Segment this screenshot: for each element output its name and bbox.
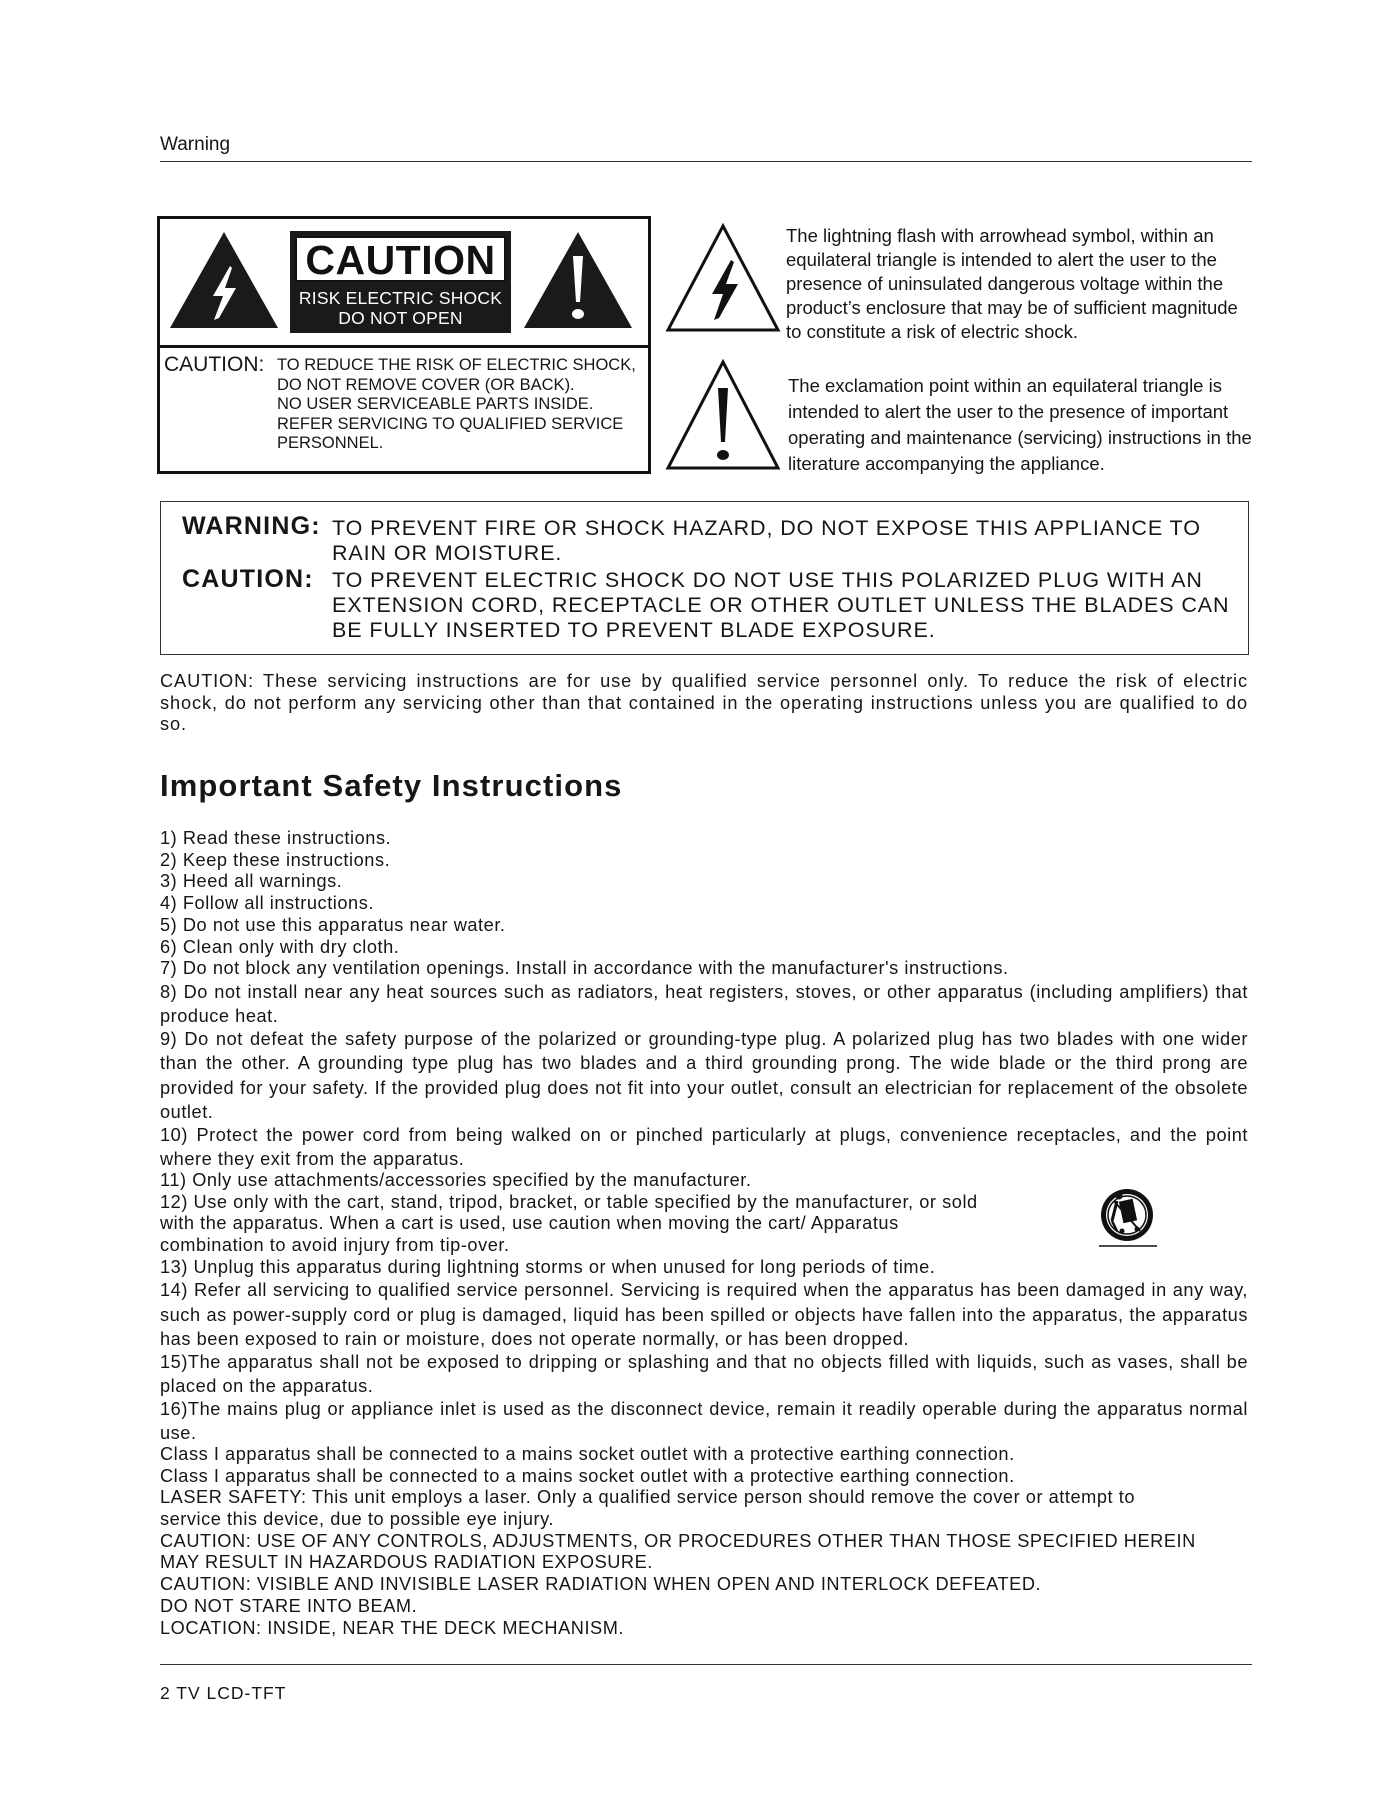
lightning-triangle-icon xyxy=(168,230,280,330)
page-header-title: Warning xyxy=(160,134,231,155)
caution-label: CAUTION: xyxy=(182,565,314,593)
list-item: Class I apparatus shall be connected to a mains socket outlet with a protective earthing connection. xyxy=(160,1443,1015,1464)
list-item: 12) Use only with the cart, stand, tripod, bracket, or table specified by the manufacturer, or sold with the apparatus. When a cart is used, use caution when moving the cart/ Apparatus combination to avoid injury from tip-over. xyxy=(160,1191,978,1256)
list-item: 1) Read these instructions. xyxy=(160,828,392,848)
page-footer: 2 TV LCD-TFT xyxy=(160,1683,287,1703)
caution-heading: CAUTION xyxy=(295,236,506,282)
risk-line-2: DO NOT OPEN xyxy=(338,308,463,328)
list-item: 16)The mains plug or appliance inlet is used as the disconnect device, remain it readily operable during the apparatus normal use. xyxy=(160,1398,1248,1444)
list-item: 7) Do not block any ventilation openings. Install in accordance with the manufacturer's instructions. xyxy=(160,958,1009,979)
list-item: DO NOT STARE INTO BEAM. xyxy=(160,1595,418,1616)
list-item: 3) Heed all warnings. xyxy=(160,871,343,892)
lightning-triangle-outline-icon xyxy=(664,222,782,334)
list-item: 14) Refer all servicing to qualified service personnel. Servicing is required when the apparatus has been damaged in any way, such as power-supply cord or plug is damaged, liquid has been spilled or objects have fallen into the apparatus, the apparatus has been exposed to rain or moisture, does not operate normally, or has been dropped. xyxy=(160,1280,1248,1350)
warning-label: WARNING: xyxy=(182,512,321,540)
caution-text: TO PREVENT ELECTRIC SHOCK DO NOT USE THIS POLARIZED PLUG WITH AN EXTENSION CORD, RECEPTACLE OR OTHER OUTLET UNLESS THE BLADES CAN BE FULLY INSERTED TO PREVENT BLADE EXPOSURE. xyxy=(332,568,1230,642)
caution-label-top xyxy=(160,219,648,348)
exclamation-symbol-description: The exclamation point within an equilateral triangle is intended to alert the user to the presence of important operating and maintenance (servicing) instructions in the literature accompanying the appliance. xyxy=(788,375,1252,474)
list-item: 6) Clean only with dry cloth. xyxy=(160,936,400,957)
caution-plate xyxy=(290,231,511,333)
list-item: CAUTION: VISIBLE AND INVISIBLE LASER RADIATION WHEN OPEN AND INTERLOCK DEFEATED. xyxy=(160,1574,1042,1595)
safety-instructions-list xyxy=(160,828,1248,1639)
servicing-caution-paragraph: CAUTION: These servicing instructions are for use by qualified service personnel only. To reduce the risk of electric shock, do not perform any servicing other than that contained in the operating instructions unless you are qualified to do so. xyxy=(160,671,1248,734)
exclamation-triangle-outline-icon xyxy=(664,358,782,472)
header-rule xyxy=(160,161,1252,162)
caution-label-box xyxy=(157,216,651,474)
list-item: Class I apparatus shall be connected to a mains socket outlet with a protective earthing connection. xyxy=(160,1465,1015,1486)
list-item: CAUTION: USE OF ANY CONTROLS, ADJUSTMENTS, OR PROCEDURES OTHER THAN THOSE SPECIFIED HEREIN MAY RESULT IN HAZARDOUS RADIATION EXPOSURE. xyxy=(160,1530,1196,1573)
caution-bottom-line: NO USER SERVICEABLE PARTS INSIDE. xyxy=(277,395,594,413)
list-item: 11) Only use attachments/accessories specified by the manufacturer. xyxy=(160,1169,752,1190)
caution-bottom-line: TO REDUCE THE RISK OF ELECTRIC SHOCK, xyxy=(277,356,636,374)
list-item: 13) Unplug this apparatus during lightning storms or when unused for long periods of time. xyxy=(160,1256,936,1277)
list-item: 5) Do not use this apparatus near water. xyxy=(160,914,506,935)
list-item: 9) Do not defeat the safety purpose of the polarized or grounding-type plug. A polarized plug has two blades with one wider than the other. A grounding type plug has two blades and a third grounding prong. The wide blade or the third prong are provided for your safety. If the provided plug does not fit into your outlet, consult an electrician for replacement of the obsolete outlet. xyxy=(160,1028,1248,1123)
list-item: LASER SAFETY: This unit employs a laser. Only a qualified service person should remove the cover or attempt to service this device, due to possible eye injury. xyxy=(160,1487,1136,1530)
lightning-symbol-description: The lightning flash with arrowhead symbol, within an equilateral triangle is intended to alert the user to the presence of uninsulated dangerous voltage within the product’s enclosure that may be of sufficient magnitude to constitute a risk of electric shock. xyxy=(786,225,1238,342)
risk-line-1: RISK ELECTRIC SHOCK xyxy=(298,288,503,308)
caution-bottom-line: DO NOT REMOVE COVER (OR BACK). xyxy=(277,375,575,394)
section-title: Important Safety Instructions xyxy=(160,768,623,803)
list-item: 15)The apparatus shall not be exposed to dripping or splashing and that no objects filled with liquids, such as vases, shall be placed on the apparatus. xyxy=(160,1351,1248,1397)
list-item: 4) Follow all instructions. xyxy=(160,893,374,914)
footer-rule xyxy=(160,1664,1252,1665)
list-item: LOCATION: INSIDE, NEAR THE DECK MECHANISM. xyxy=(160,1617,625,1638)
list-item: 8) Do not install near any heat sources such as radiators, heat registers, stoves, or other apparatus (including amplifiers) that produce heat. xyxy=(160,981,1248,1027)
caution-bottom-heading: CAUTION: xyxy=(164,353,265,376)
list-item: 2) Keep these instructions. xyxy=(160,849,391,870)
caution-bottom-text xyxy=(277,356,636,454)
warning-text: TO PREVENT FIRE OR SHOCK HAZARD, DO NOT EXPOSE THIS APPLIANCE TO RAIN OR MOISTURE. xyxy=(332,516,1201,565)
exclamation-triangle-icon xyxy=(522,230,634,330)
cart-tipover-icon xyxy=(1097,1187,1161,1249)
warning-box xyxy=(160,501,1249,655)
list-item: 10) Protect the power cord from being walked on or pinched particularly at plugs, convenience receptacles, and the point where they exit from the apparatus. xyxy=(160,1124,1248,1170)
caution-bottom-line: PERSONNEL. xyxy=(277,434,384,452)
caution-bottom-line: REFER SERVICING TO QUALIFIED SERVICE xyxy=(277,414,624,433)
